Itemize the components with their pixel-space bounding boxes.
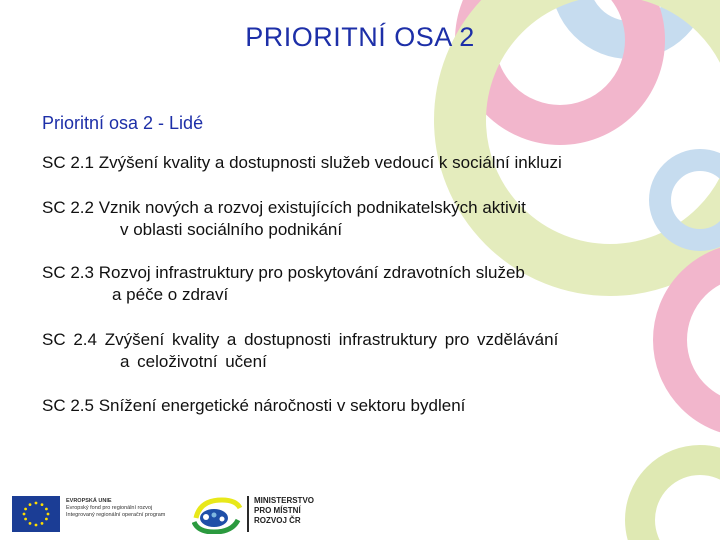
- goal-code: SC 2.2: [42, 198, 94, 217]
- goal-item: [42, 395, 465, 417]
- goal-text: Snížení energetické náročnosti v sektoru bydlení: [98, 396, 466, 415]
- eu-logo-text: [66, 498, 165, 519]
- slide-title: PRIORITNÍ OSA 2: [245, 22, 475, 52]
- mmr-divider: [247, 496, 249, 532]
- footer-logos: [0, 488, 720, 540]
- goal-code: SC 2.5: [42, 396, 94, 415]
- mmr-line-1: MINISTERSTVO: [254, 496, 315, 505]
- eu-line-1: EVROPSKÁ UNIE: [66, 498, 112, 504]
- eu-line-2: Evropský fond pro regionální rozvoj: [66, 505, 153, 511]
- goal-item: [42, 197, 526, 241]
- mmr-logo-icon: [192, 492, 244, 534]
- goal-text: Zvýšení kvality a dostupnosti infrastruktury pro vzdělávání: [104, 330, 559, 349]
- mmr-line-3: ROZVOJ ČR: [254, 516, 301, 525]
- goal-text: Rozvoj infrastruktury pro poskytování zdravotních služeb: [98, 263, 525, 282]
- mmr-logo-text: [254, 496, 314, 526]
- eu-flag-icon: [12, 496, 60, 532]
- goal-code: SC 2.1: [42, 153, 94, 172]
- goal-code: SC 2.4: [42, 330, 97, 349]
- goal-text: Zvýšení kvality a dostupnosti služeb vedoucí k sociální inkluzi: [98, 153, 562, 172]
- goal-text-continued: a péče o zdraví: [112, 285, 229, 304]
- goal-item: [42, 262, 525, 306]
- goal-text-continued: v oblasti sociálního podnikání: [120, 220, 343, 239]
- goal-text-continued: a celoživotní učení: [120, 352, 267, 371]
- slide-subtitle: Prioritní osa 2 - Lidé: [42, 113, 204, 133]
- goal-item: [42, 152, 562, 174]
- goal-code: SC 2.3: [42, 263, 94, 282]
- ring-pink-right: [670, 260, 720, 420]
- eu-line-3: Integrovaný regionální operační program: [66, 512, 166, 518]
- goal-text: Vznik nových a rozvoj existujících podnikatelských aktivit: [98, 198, 526, 217]
- mmr-line-2: PRO MÍSTNÍ: [254, 506, 301, 515]
- goal-item: [42, 329, 558, 373]
